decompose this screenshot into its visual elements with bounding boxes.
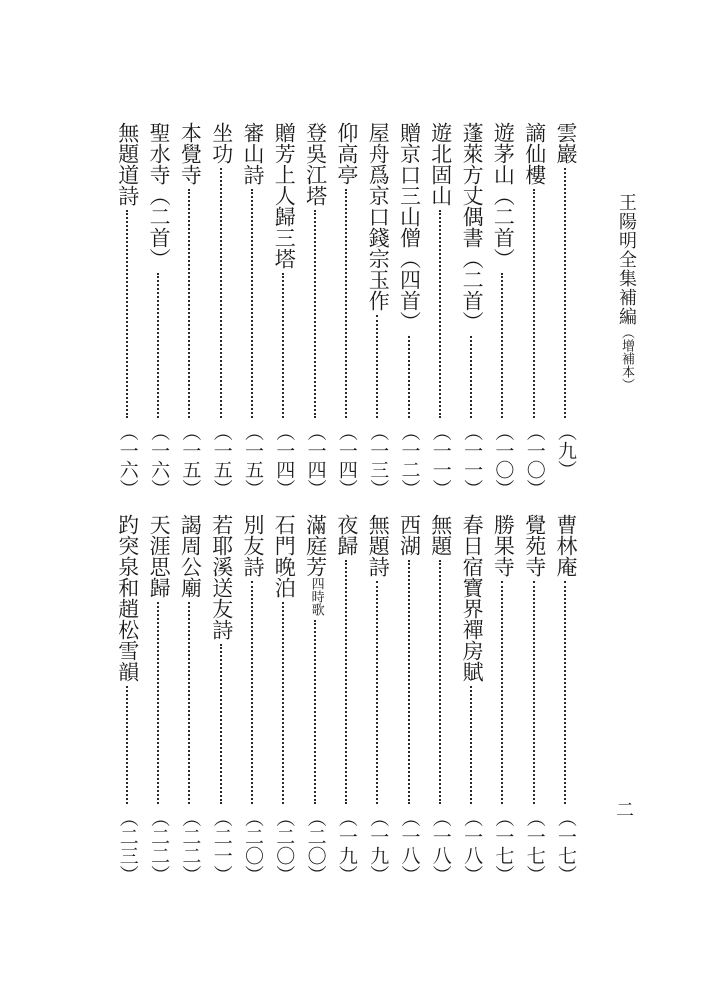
entry-page-ref: （一〇）: [492, 422, 515, 498]
entry-title-text: 審山詩: [241, 122, 265, 185]
toc-entry: [301, 514, 331, 894]
edition-label: （增補本）: [619, 326, 634, 391]
dot-leader: [251, 189, 257, 418]
entry-title: [332, 122, 362, 185]
entry-title: [144, 122, 174, 269]
entry-title-text: 謁周公廟: [178, 514, 203, 598]
entry-title: [395, 514, 425, 556]
entry-title: [238, 122, 268, 185]
toc-entry: [520, 122, 550, 502]
entry-page-ref: （一三）: [367, 422, 390, 498]
dot-leader: [314, 210, 320, 418]
entry-page-ref: （二三）: [116, 808, 139, 884]
entry-title-text: 石門晚泊: [272, 514, 297, 598]
entry-title-text: 遊北固山: [428, 122, 453, 206]
toc-entry: [207, 122, 237, 502]
entry-title-text: 別友詩: [241, 514, 265, 577]
entry-title-text: 西湖: [397, 514, 422, 556]
dot-leader: [564, 168, 570, 418]
toc-entry: [551, 122, 581, 502]
entry-title-text: 仰高亭: [334, 122, 359, 185]
entry-title: [144, 514, 174, 598]
dot-leader: [282, 273, 288, 418]
entry-title: [269, 514, 299, 598]
toc-entry: [332, 514, 362, 894]
entry-title-text: 夜歸: [334, 514, 359, 556]
entry-title-text: 屋舟爲京口錢宗玉作: [366, 122, 391, 311]
entry-title: [238, 514, 268, 577]
dot-leader: [314, 620, 320, 804]
dot-leader: [501, 581, 507, 804]
entry-page-ref: （一〇）: [523, 422, 546, 498]
entry-page-ref: （九）: [555, 422, 577, 479]
entry-page-ref: （一九）: [335, 808, 358, 884]
dot-leader: [376, 581, 382, 804]
entry-title: [395, 122, 425, 332]
entry-page-ref: （一七）: [555, 808, 577, 884]
dot-leader: [345, 189, 351, 418]
entry-title-text: 曹林庵: [554, 514, 578, 577]
toc-entry: [488, 122, 518, 502]
entry-title-text: 無題: [428, 514, 453, 556]
toc-entry: [520, 514, 550, 894]
dot-leader: [157, 602, 163, 804]
entry-title-text: 登吳江塔: [303, 122, 328, 206]
entry-title: [113, 122, 143, 206]
toc-entry: [426, 122, 456, 502]
toc-entry: [426, 514, 456, 894]
dot-leader: [345, 560, 351, 804]
entry-page-ref: （一八）: [461, 808, 484, 884]
entry-title-text: 滿庭芳: [303, 514, 328, 577]
running-title: [610, 193, 636, 391]
entry-title-text: 遊茅山（二首）: [491, 122, 516, 269]
dot-leader: [501, 273, 507, 418]
entry-title-text: 天涯思歸: [147, 514, 172, 598]
entry-page-ref: （一五）: [179, 422, 202, 498]
toc-entry: [238, 514, 268, 894]
entry-page-ref: （一四）: [273, 422, 296, 498]
entry-title: [269, 122, 299, 269]
dot-leader: [564, 581, 570, 804]
dot-leader: [220, 644, 226, 804]
dot-leader: [157, 273, 163, 418]
entry-title-text: 贈京口三山僧（四首）: [397, 122, 422, 332]
dot-leader: [188, 602, 194, 804]
entry-title-text: 蓬萊方丈偶書（二首）: [460, 122, 485, 332]
entry-title-text: 勝果寺: [491, 514, 516, 577]
toc-entry: [238, 122, 268, 502]
entry-title: [175, 514, 205, 598]
toc-entry: [332, 122, 362, 502]
toc-entry: [144, 122, 174, 502]
entry-title: [175, 122, 205, 185]
entry-page-ref: （一四）: [304, 422, 327, 498]
toc-entry: [301, 122, 331, 502]
entry-page-ref: （一六）: [116, 422, 139, 498]
entry-page-ref: （一八）: [429, 808, 452, 884]
dot-leader: [470, 686, 476, 804]
entry-page-ref: （一九）: [367, 808, 390, 884]
entry-title: [457, 514, 487, 682]
toc-entry: [488, 514, 518, 894]
entry-page-ref: （二〇）: [304, 808, 327, 884]
entry-page-ref: （二〇）: [273, 808, 296, 884]
entry-title-text: 覺苑寺: [522, 514, 547, 577]
toc-entry: [457, 514, 487, 894]
dot-leader: [533, 581, 539, 804]
entry-title-text: 坐功: [209, 122, 234, 164]
entry-title-text: 聖水寺（二首）: [147, 122, 172, 269]
entry-title: [426, 514, 456, 556]
toc-entry: [395, 122, 425, 502]
dot-leader: [408, 336, 414, 418]
entry-page-ref: （一八）: [398, 808, 421, 884]
entry-page-ref: （一七）: [523, 808, 546, 884]
toc-entry: [269, 122, 299, 502]
dot-leader: [439, 210, 445, 418]
dot-leader: [251, 581, 257, 804]
entry-title: [207, 514, 237, 640]
entry-title-text: 謫仙樓: [522, 122, 547, 185]
entry-title: [551, 514, 581, 577]
toc-entry: [363, 514, 393, 894]
dot-leader: [126, 210, 132, 418]
entry-title: [113, 514, 143, 682]
entry-title-text: 無題道詩: [115, 122, 140, 206]
toc-entry: [175, 514, 205, 894]
entry-title: [426, 122, 456, 206]
entry-page-ref: （一五）: [242, 422, 264, 498]
entry-page-ref: （一一）: [461, 422, 484, 498]
entry-title-text: 趵突泉和趙松雪韻: [115, 514, 140, 682]
entry-page-ref: （一五）: [210, 422, 233, 498]
entry-title: [332, 514, 362, 556]
toc-entry: [457, 122, 487, 502]
toc-entry: [207, 514, 237, 894]
entry-title: [301, 514, 331, 616]
entry-page-ref: （一一）: [429, 422, 452, 498]
entry-page-ref: （一六）: [148, 422, 171, 498]
entry-page-ref: （一四）: [335, 422, 358, 498]
entry-page-ref: （一七）: [492, 808, 515, 884]
toc-entry: [551, 514, 581, 894]
entry-title: [301, 122, 331, 206]
toc-entry: [363, 122, 393, 502]
page-number: 二: [613, 800, 634, 818]
entry-title-text: 若耶溪送友詩: [209, 514, 234, 640]
dot-leader: [126, 686, 132, 804]
entry-title-text: 本覺寺: [178, 122, 203, 185]
dot-leader: [188, 189, 194, 418]
entry-title: [363, 514, 393, 577]
entry-title: [551, 122, 581, 164]
toc-entry: [175, 122, 205, 502]
entry-note: 四時歌: [308, 577, 324, 616]
entry-title-text: 無題詩: [366, 514, 391, 577]
toc-entry: [269, 514, 299, 894]
book-title: 王陽明全集補編: [616, 193, 637, 326]
dot-leader: [282, 602, 288, 804]
toc-entry: [113, 514, 143, 894]
entry-title-text: 春日宿寶界禪房賦: [460, 514, 485, 682]
dot-leader: [376, 315, 382, 418]
entry-page-ref: （二〇）: [242, 808, 264, 884]
entry-page-ref: （二一）: [210, 808, 233, 884]
entry-title: [488, 514, 518, 577]
entry-page-ref: （二二）: [148, 808, 171, 884]
dot-leader: [220, 168, 226, 418]
dot-leader: [470, 336, 476, 418]
entry-title: [488, 122, 518, 269]
toc-entry: [144, 514, 174, 894]
toc-entry: [395, 514, 425, 894]
entry-title-text: 贈芳上人歸三塔: [272, 122, 297, 269]
toc-entry: [113, 122, 143, 502]
entry-title-text: 雲巖: [554, 122, 578, 164]
entry-title: [363, 122, 393, 311]
entry-title: [520, 122, 550, 185]
dot-leader: [533, 189, 539, 418]
entry-title: [207, 122, 237, 164]
dot-leader: [439, 560, 445, 804]
entry-title: [520, 514, 550, 577]
entry-title: [457, 122, 487, 332]
entry-page-ref: （一二）: [398, 422, 421, 498]
entry-page-ref: （二二）: [179, 808, 202, 884]
dot-leader: [408, 560, 414, 804]
